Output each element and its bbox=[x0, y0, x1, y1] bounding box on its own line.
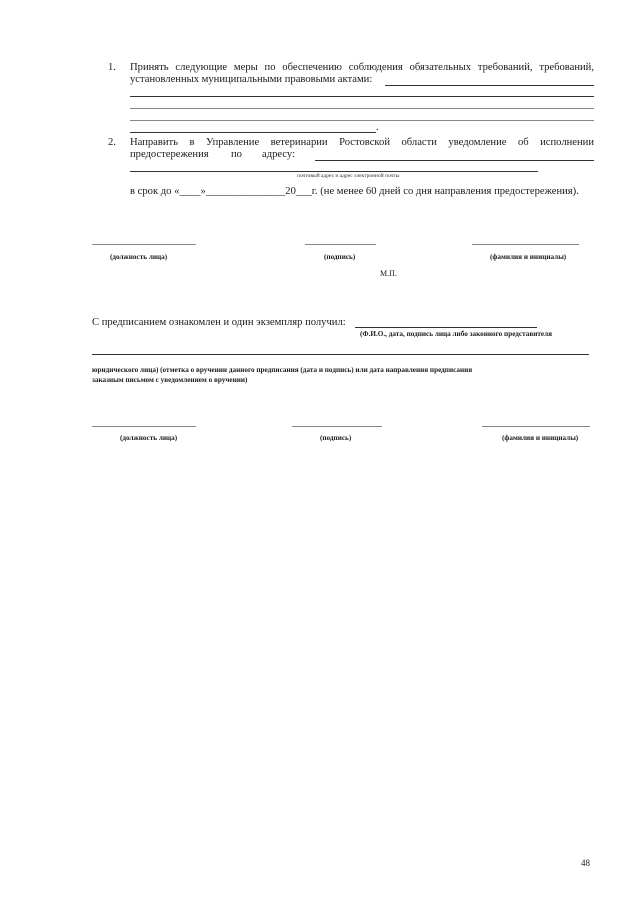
measures-fill-line-3[interactable] bbox=[130, 108, 594, 109]
deadline-text: в срок до «____»_______________20___г. (не менее 60 дней со дня направления предостережения). bbox=[130, 186, 579, 197]
acknowledgement-caption-2: юридического лица) (отметка о вручении данного предписания (дата и подпись) или дата направления предписания bbox=[92, 366, 473, 374]
signature-caption-2: (подпись) bbox=[320, 434, 352, 442]
position-line-2[interactable] bbox=[92, 426, 196, 427]
address-fill-line-1[interactable] bbox=[315, 160, 594, 161]
item-2-number: 2. bbox=[108, 137, 116, 148]
signature-caption-1: (подпись) bbox=[324, 253, 356, 261]
acknowledgement-text: С предписанием ознакомлен и один экземпляр получил: bbox=[92, 317, 346, 328]
item-2-line-2-word-2: адресу: bbox=[262, 149, 296, 160]
signature-line-1[interactable] bbox=[305, 244, 376, 245]
address-fill-line-2[interactable] bbox=[130, 171, 538, 172]
position-caption-2: (должность лица) bbox=[120, 434, 178, 442]
name-caption-1: (фамилия и инициалы) bbox=[490, 253, 567, 261]
signature-line-2[interactable] bbox=[292, 426, 382, 427]
item-1-end-mark: . bbox=[376, 122, 379, 133]
position-line-1[interactable] bbox=[92, 244, 196, 245]
measures-fill-line-1[interactable] bbox=[385, 85, 594, 86]
item-1-number: 1. bbox=[108, 62, 116, 73]
item-2-line-2-prefix: предостережения bbox=[130, 149, 209, 160]
stamp-mark: М.П. bbox=[380, 269, 397, 278]
address-caption: почтовый адрес и адрес электронной почты bbox=[297, 173, 400, 179]
measures-fill-line-4[interactable] bbox=[130, 120, 594, 121]
page-number: 48 bbox=[581, 858, 590, 868]
acknowledgement-caption-1: (Ф.И.О., дата, подпись лица либо законного представителя bbox=[360, 330, 552, 338]
measures-fill-line-2[interactable] bbox=[130, 96, 594, 97]
name-line-2[interactable] bbox=[482, 426, 590, 427]
name-caption-2: (фамилия и инициалы) bbox=[502, 434, 579, 442]
acknowledgement-caption-3: заказным письмом с уведомлением о вручении) bbox=[92, 376, 248, 384]
position-caption-1: (должность лица) bbox=[110, 253, 168, 261]
name-line-1[interactable] bbox=[472, 244, 579, 245]
item-2-line-1: Направить в Управление ветеринарии Ростовской области уведомление об исполнении bbox=[130, 137, 594, 148]
item-2-line-2-word-1: по bbox=[231, 149, 242, 160]
acknowledgement-fill-line[interactable] bbox=[355, 327, 537, 328]
measures-fill-line-5[interactable] bbox=[130, 132, 376, 133]
item-1-line-2: установленных муниципальными правовыми актами: bbox=[130, 74, 373, 85]
item-1-line-1: Принять следующие меры по обеспечению соблюдения обязательных требований, требований, bbox=[130, 62, 594, 73]
acknowledgement-fill-line-2[interactable] bbox=[92, 354, 589, 355]
